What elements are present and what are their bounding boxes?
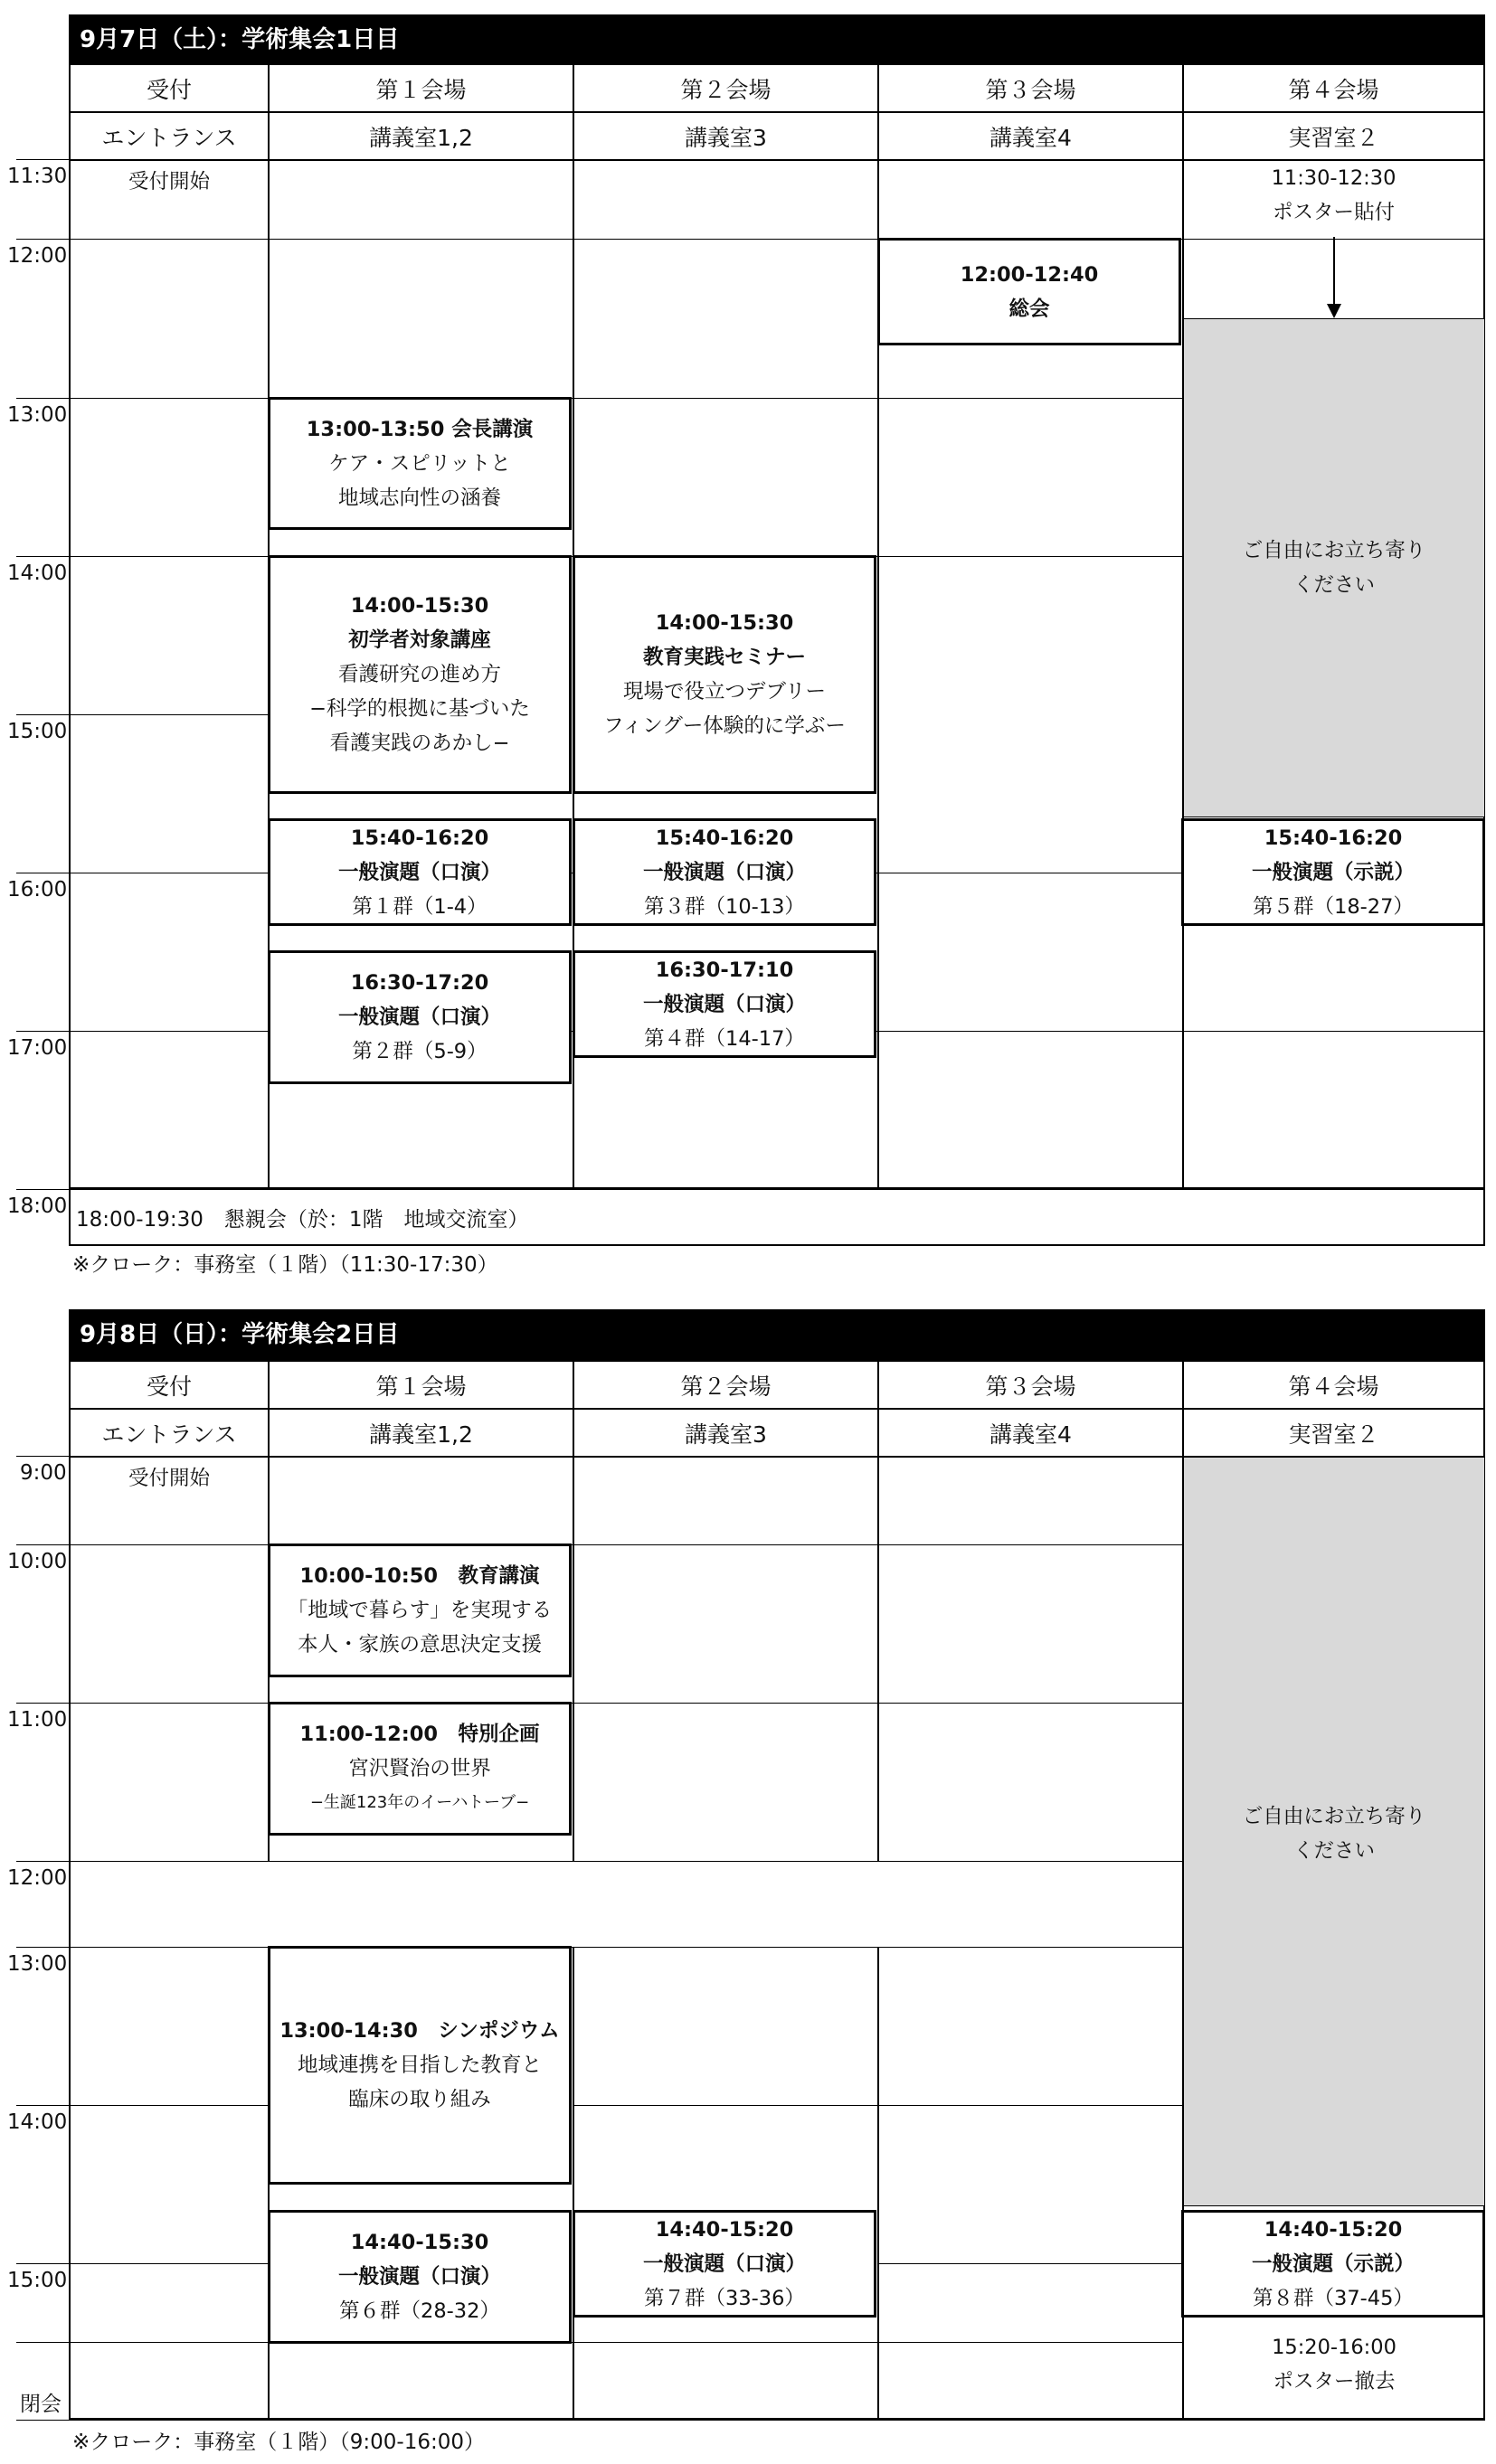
day1-time-label: 16:00 (7, 878, 68, 902)
event-title: 初学者対象講座 (348, 628, 491, 652)
day2-title: 9月8日（日）：学術集会2日目 (69, 1309, 1485, 1360)
day2-oral-7 (573, 2210, 876, 2318)
day2-time-label: 11:00 (7, 1708, 68, 1732)
event-line: 第８群（37-45） (1253, 2286, 1414, 2310)
day2-time-label: 9:00 (20, 1461, 67, 1485)
event-line: 看護研究の進め方 (337, 663, 501, 686)
event-time: 15:40-16:20 (350, 826, 489, 850)
day2-room-practice2: 実習室２ (1182, 1408, 1485, 1458)
day2-time-label: 14:00 (7, 2110, 68, 2134)
event-time: 14:00-15:30 (655, 611, 794, 635)
day2-poster-removal (1183, 2330, 1485, 2399)
day2-room-lecture3: 講義室3 (573, 1408, 879, 1458)
day1-time-label: 14:00 (7, 562, 68, 585)
event-time: 12:00-12:40 (960, 262, 1099, 287)
day2-room-entrance: エントランス (69, 1408, 270, 1458)
day2-hour-line (16, 1456, 1485, 1457)
day1-col-hall3: 第３会場 (877, 63, 1184, 113)
event-time: 14:40-15:20 (655, 2217, 794, 2242)
day2-hour-line (16, 1947, 1183, 1948)
day2-poster-8 (1181, 2210, 1485, 2318)
day2-hour-line (16, 2263, 270, 2264)
day1-room-practice2: 実習室２ (1182, 111, 1485, 161)
event-line: フィングー体験的に学ぶー (603, 714, 846, 738)
event-line: 「地域で暮らす」を実現する (287, 1599, 553, 1622)
day2-hour-line (16, 2342, 1183, 2343)
day1-oral-2 (268, 950, 572, 1084)
event-time: 15:40-16:20 (655, 826, 794, 850)
day1-general-meeting (877, 238, 1181, 345)
day1-room-lecture3: 講義室3 (573, 111, 879, 161)
event-line: 宮沢賢治の世界 (348, 1757, 491, 1780)
day2-room-lecture12: 講義室1,2 (268, 1408, 574, 1458)
day1-free-drop-line2: ください (1292, 573, 1375, 597)
day1-title: 9月7日（土）：学術集会1日目 (69, 14, 1485, 65)
day2-divider (877, 1947, 879, 2420)
day1-reception-party: 18:00-19:30 懇親会（於：1階 地域交流室） (76, 1208, 529, 1232)
event-title: 教育実践セミナー (642, 646, 806, 669)
event-title: 一般演題（口演） (337, 1005, 501, 1029)
day1-free-drop-text (1183, 533, 1485, 602)
day2-hour-line (573, 2105, 1183, 2106)
day1-president-lecture (268, 397, 572, 530)
event-line: 地域志向性の涵養 (337, 486, 501, 510)
day2-time-label: 13:00 (7, 1952, 68, 1976)
event-line: −科学的根拠に基づいた (309, 697, 530, 721)
day2-cloak-note: ※クローク：事務室（１階）（9:00-16:00） (72, 2431, 486, 2454)
event-title: 13:00-13:50 会長講演 (306, 417, 534, 441)
day2-hour-line (16, 1703, 1183, 1704)
day1-reception-label: 受付開始 (128, 170, 210, 194)
day1-room-entrance: エントランス (69, 111, 270, 161)
day2-time-label: 10:00 (7, 1550, 68, 1573)
event-line: 第４群（14-17） (644, 1026, 805, 1051)
event-line: 臨床の取り組み (348, 2088, 491, 2111)
day2-reception-label: 受付開始 (128, 1467, 210, 1490)
event-title: 11:00-12:00 特別企画 (299, 1723, 540, 1746)
day2-divider (573, 1947, 574, 2420)
day1-free-drop-line1: ご自由にお立ち寄り (1242, 539, 1426, 562)
day1-education-seminar (573, 555, 876, 794)
event-title: 一般演題（示説） (1251, 2252, 1415, 2276)
day1-oral-1 (268, 818, 572, 926)
event-line: 第５群（18-27） (1253, 894, 1414, 919)
day2-hour-line (16, 2105, 270, 2106)
event-time: 14:00-15:30 (350, 594, 489, 618)
day2-col-hall1: 第１会場 (268, 1360, 574, 1410)
event-title: 一般演題（口演） (642, 860, 806, 884)
day2-time-label: 閉会 (20, 2393, 62, 2416)
day1-time-label: 15:00 (7, 720, 68, 743)
day1-hour-line (16, 714, 270, 715)
event-line: 第２群（5-9） (352, 1040, 488, 1063)
day1-col-hall4: 第４会場 (1182, 63, 1485, 113)
event-title: 一般演題（口演） (337, 2265, 501, 2289)
event-title: 一般演題（示説） (1251, 860, 1415, 884)
day1-room-lecture4: 講義室4 (877, 111, 1184, 161)
day1-col-reception: 受付 (69, 63, 270, 113)
event-title: 一般演題（口演） (642, 992, 806, 1016)
day2-reception-start (69, 1461, 270, 1496)
day1-time-label: 13:00 (7, 403, 68, 427)
event-line: 第３群（10-13） (644, 894, 805, 919)
day2-oral-6 (268, 2210, 572, 2344)
day1-poster-setup-label: ポスター貼付 (1272, 201, 1395, 224)
event-line: ケア・スピリットと (328, 451, 511, 476)
day1-hour-line (16, 159, 1485, 160)
day1-beginner-course (268, 555, 572, 794)
day1-oral-4 (573, 950, 876, 1058)
day1-hour-line (16, 398, 1183, 399)
day2-time-label: 15:00 (7, 2269, 68, 2292)
down-arrow-icon (1321, 237, 1348, 320)
day2-free-drop-line1: ご自由にお立ち寄り (1242, 1805, 1426, 1828)
event-title: 13:00-14:30 シンポジウム (279, 2019, 560, 2043)
day2-col-hall2: 第２会場 (573, 1360, 879, 1410)
event-time: 15:40-16:20 (1264, 826, 1403, 850)
day2-room-lecture4: 講義室4 (877, 1408, 1184, 1458)
event-line: 本人・家族の意思決定支援 (297, 1633, 542, 1657)
day1-room-lecture12: 講義室1,2 (268, 111, 574, 161)
event-title: 10:00-10:50 教育講演 (299, 1564, 540, 1588)
day2-hour-line (16, 1544, 1183, 1545)
event-title: 一般演題（口演） (642, 2252, 806, 2276)
day2-special-program (268, 1702, 572, 1836)
day2-time-label: 12:00 (7, 1866, 68, 1890)
event-line: 第１群（1-4） (352, 894, 488, 919)
day1-poster-5 (1181, 818, 1485, 926)
day1-time-label: 12:00 (7, 244, 68, 268)
day2-col-hall3: 第３会場 (877, 1360, 1184, 1410)
event-time: 14:40-15:30 (350, 2231, 489, 2254)
event-line: 現場で役立つデブリー (622, 680, 827, 703)
day2-hour-line (16, 2420, 1485, 2421)
event-line: 地域連携を目指した教育と (297, 2053, 542, 2077)
day1-reception-start (69, 165, 270, 199)
day1-time-label: 17:00 (7, 1036, 68, 1060)
day2-free-drop-line2: ください (1292, 1839, 1375, 1863)
day2-hour-line (877, 2263, 1183, 2264)
day1-poster-setup-time: 11:30-12:30 (1271, 166, 1397, 190)
day2-poster-removal-label: ポスター撤去 (1273, 2370, 1396, 2393)
event-time: 16:30-17:20 (350, 971, 489, 995)
day2-symposium (268, 1946, 572, 2185)
day1-poster-setup (1182, 161, 1485, 230)
event-line: 第７群（33-36） (644, 2286, 805, 2310)
event-title: 一般演題（口演） (337, 860, 501, 884)
day2-divider (573, 1456, 574, 1861)
day1-time-label: 11:30 (7, 165, 68, 188)
day2-col-reception: 受付 (69, 1360, 270, 1410)
day2-divider (877, 1456, 879, 1861)
event-time: 14:40-15:20 (1264, 2217, 1403, 2242)
day2-education-lecture (268, 1544, 572, 1677)
day2-free-drop-text (1183, 1799, 1485, 1868)
event-line: 第６群（28-32） (339, 2299, 500, 2323)
event-line: −生誕123年のイーハトーブ− (309, 1793, 530, 1812)
day2-hour-line (16, 1861, 1183, 1862)
day2-poster-removal-time: 15:20-16:00 (1272, 2336, 1397, 2359)
event-title: 総会 (1008, 297, 1050, 321)
day1-time-label: 18:00 (7, 1194, 68, 1218)
event-line: 看護実践のあかし− (329, 732, 510, 755)
day1-cloak-note: ※クローク：事務室（１階）（11:30-17:30） (72, 1253, 498, 1277)
day1-col-hall2: 第２会場 (573, 63, 879, 113)
day1-oral-3 (573, 818, 876, 926)
event-time: 16:30-17:10 (655, 958, 794, 982)
day1-col-hall1: 第１会場 (268, 63, 574, 113)
day1-hour-line (16, 239, 1485, 240)
day2-col-hall4: 第４会場 (1182, 1360, 1485, 1410)
